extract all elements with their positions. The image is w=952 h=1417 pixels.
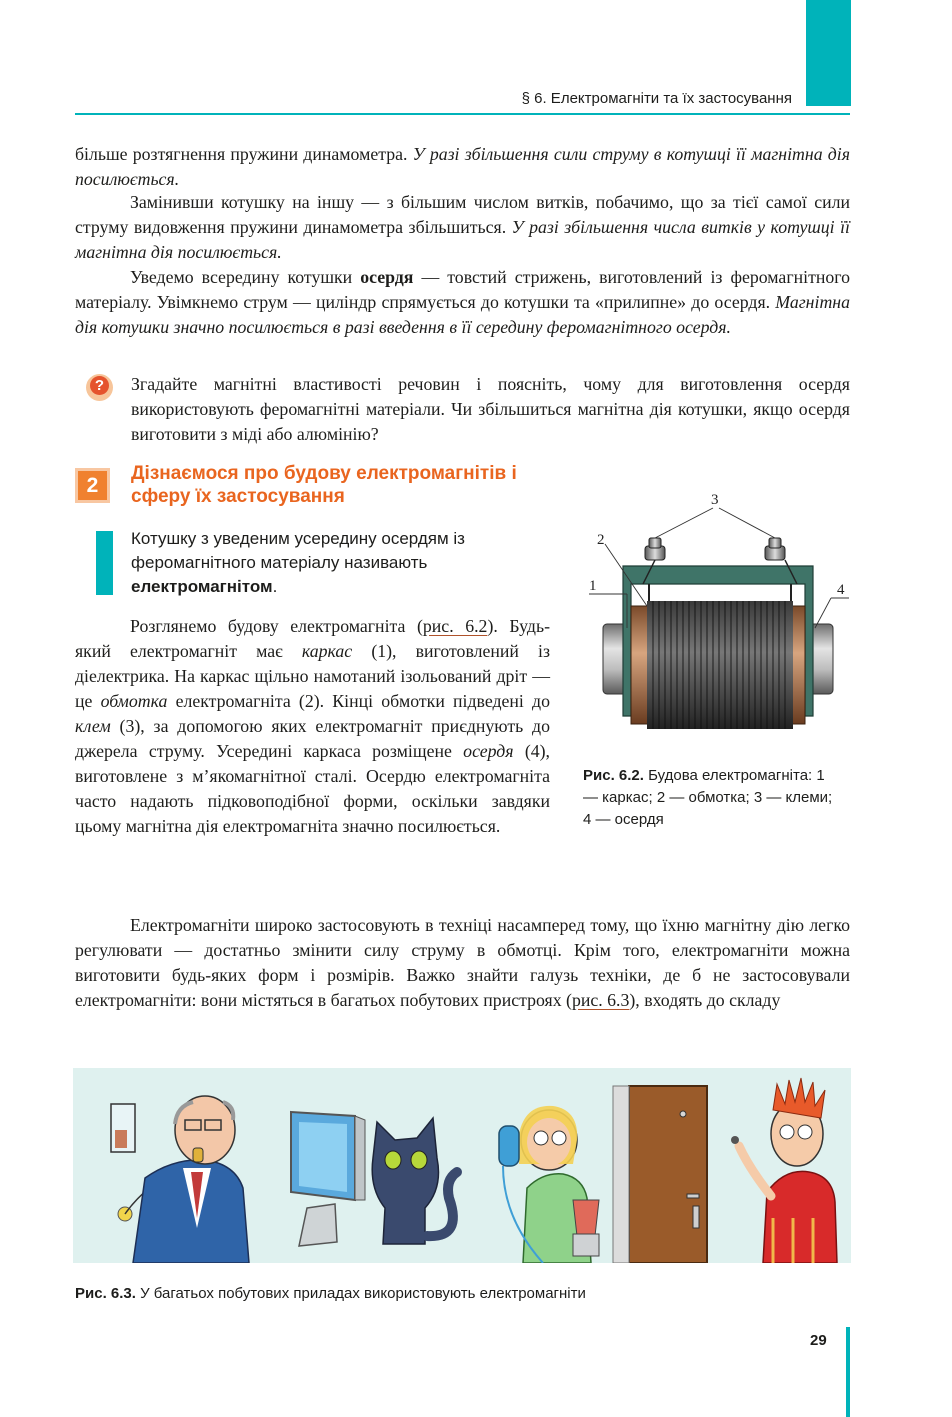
label-2: 2 [597,532,605,548]
label-4: 4 [837,582,845,598]
paragraph-2: Замінивши котушку на іншу — з більшим числом витків, побачимо, що за тієї самої сили струму видовження пружини динамометра збільшиться. У разі збільшення числа витків у котушці її магнітна дія посилюється. [75,192,850,262]
header-divider [75,113,850,115]
doorbell-boy-illustration [731,1078,837,1263]
door-illustration [613,1086,707,1263]
question-icon: ? [86,374,113,401]
intercom-man-illustration [111,1096,249,1263]
label-3: 3 [711,492,719,508]
definition-marker [96,531,113,595]
running-header: § 6. Електромагніти та їх застосування [521,90,792,107]
household-devices-illustration [73,1068,851,1263]
figure-reference-6-3[interactable]: рис. 6.3 [571,990,630,1010]
question-text: Згадайте магнітні властивості речовин і поясніть, чому для виготовлення осердя використовують феромагнітні матеріали. Чи збільшиться магнітна дія котушки, якщо осердя виготовити з міді або алюмінію? [131,374,850,444]
section-number-badge: 2 [75,468,110,503]
section-heading: Дізнаємося про будову електромагнітів і сферу їх застосування [131,463,517,507]
cat-illustration [372,1118,457,1244]
paragraph-5: Електромагніти широко застосовують в техніці насамперед тому, що їхню магнітну дію легко регулювати — достатньо змінити силу струму в обмотці. Крім того, електромагніти можна виготовити будь-яких форм і розмірів. Важко знайти галузь техніки, де б не застосовували електромагніти: вони містяться в багатьох побутових пристроях (рис. 6.3), входять до складу [75,915,850,1010]
paragraph-1: більше розтягнення пружини динамометра. У разі збільшення сили струму в котушці її магнітна дія посилюється. [75,144,850,189]
electromagnet-diagram [583,488,853,748]
monitor-illustration [291,1112,365,1246]
label-1: 1 [589,578,597,594]
page-number-accent-bar [846,1327,850,1417]
header-accent-block [806,0,851,106]
definition-box: Котушку з уведеним усередину осердям із феромагнітного матеріалу називають електромагнітом. [131,529,465,596]
figure-reference-6-2[interactable]: рис. 6.2 [422,616,488,636]
page-number: 29 [810,1332,827,1349]
figure-6-2-caption: Рис. 6.2. Будова електромагніта: 1 — каркас; 2 — обмотка; 3 — клеми; 4 — осердя [583,767,833,828]
phone-girl-illustration [499,1106,599,1263]
paragraph-4: Розглянемо будову електромагніта (рис. 6.2). Будь-який електромагніт має каркас (1), виготовлений із діелектрика. На каркас щільно намотаний ізольований дріт — це обмотка електромагніта (2). Кінці обмотки підведені до клем (3), за допомогою яких електромагніт приєднують до джерела струму. Усередині каркаса розміщене осердя (4), виготовлене з м’якомагнітної сталі. Осердю електромагніта часто надають підковоподібної форми, оскільки завдяки цьому магнітна дія електромагніта значно посилюється. [75,616,550,836]
paragraph-3: Уведемо всередину котушки осердя — товстий стрижень, виготовлений із феромагнітного матеріалу. Увімкнемо струм — циліндр спрямується до котушки та «прилипне» до осердя. Магнітна дія котушки значно посилюється в разі введення в її середину феромагнітного осердя. [75,267,850,337]
figure-6-3-caption: Рис. 6.3. У багатьох побутових приладах використовують електромагніти [75,1285,586,1302]
